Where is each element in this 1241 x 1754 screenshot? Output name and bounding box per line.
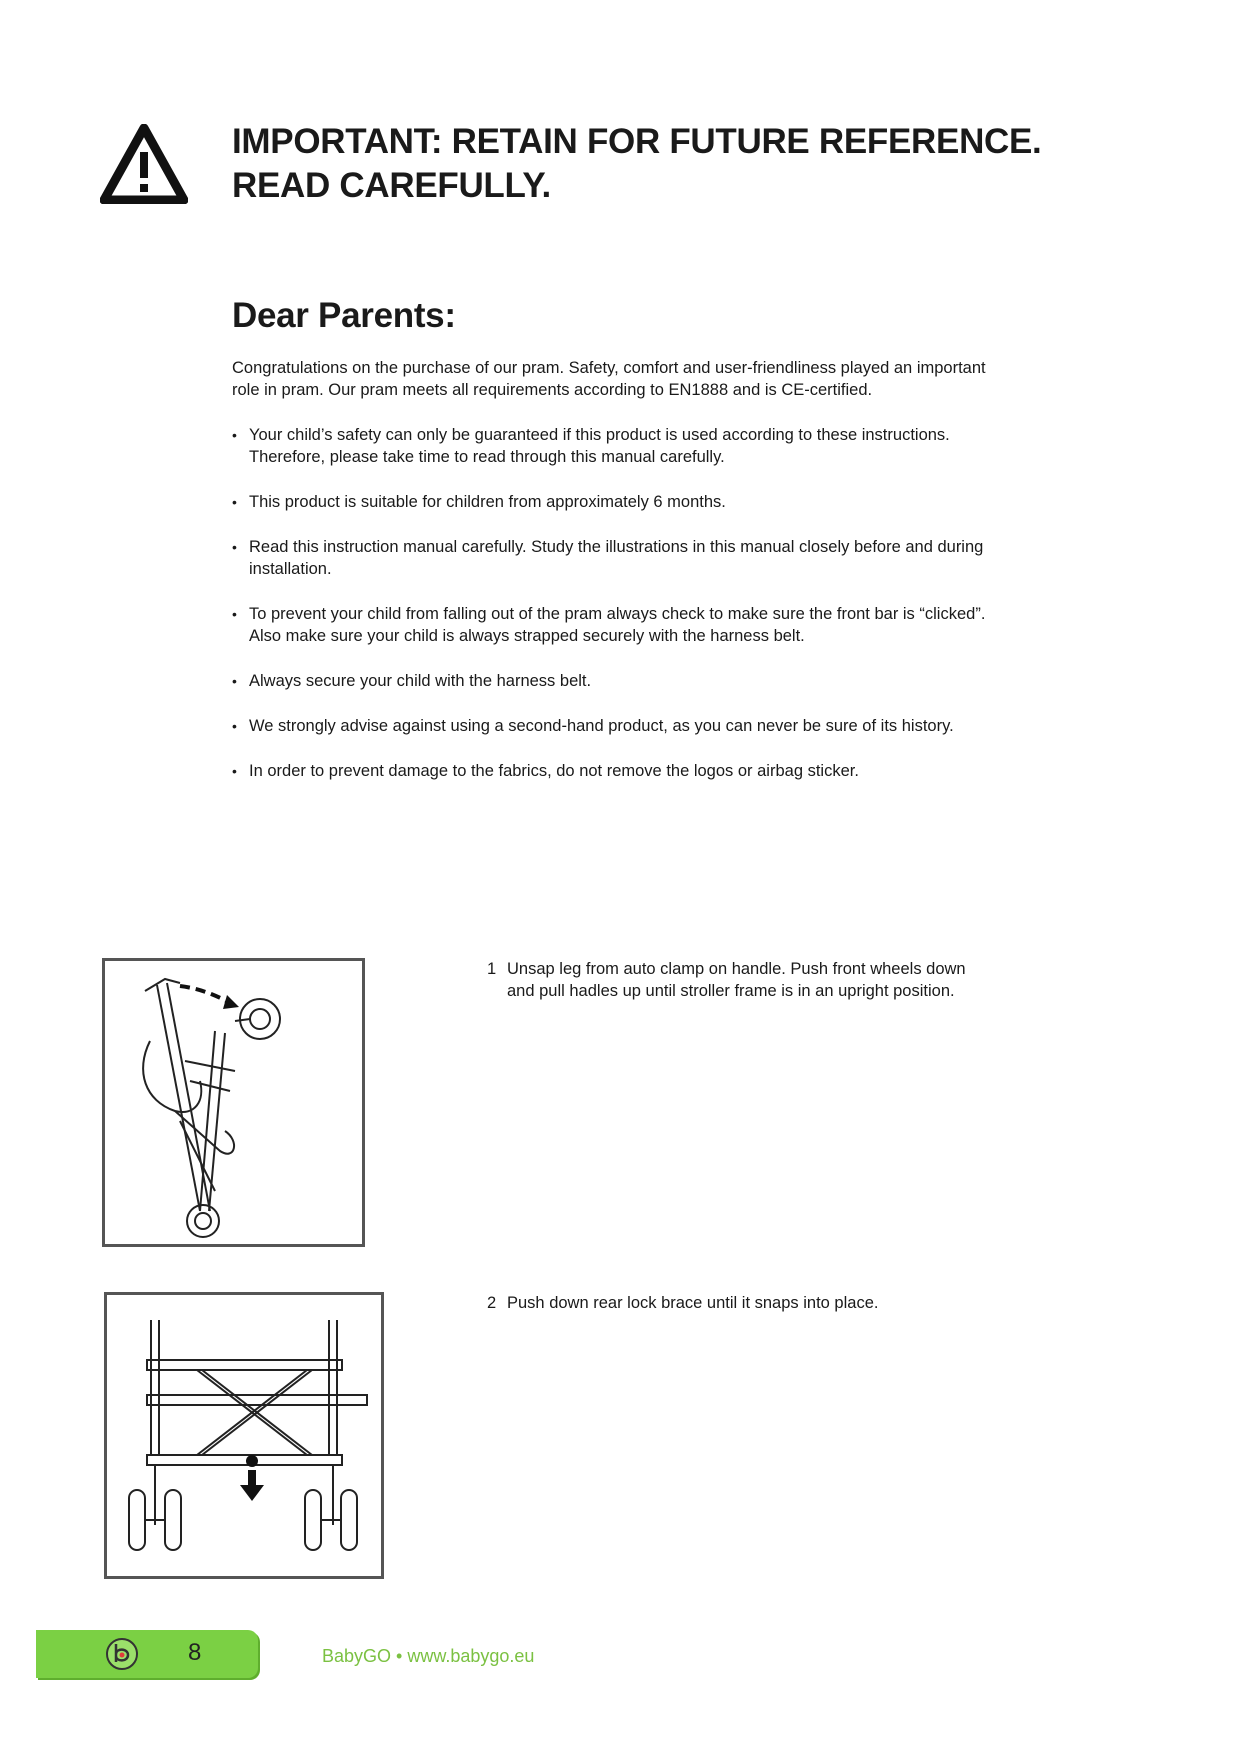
bullet-item: • This product is suitable for children from approximately 6 months. xyxy=(232,493,726,511)
heading-line-2: READ CAREFULLY. xyxy=(232,166,551,205)
bullet-text: Your child’s safety can only be guaranteed if this product is used according to these instructions. Therefore, please take time to read through this manual carefully. xyxy=(249,426,950,466)
bullet-text: In order to prevent damage to the fabrics, do not remove the logos or airbag sticker. xyxy=(249,762,859,780)
step-2 xyxy=(487,1292,1007,1314)
bullet-item: • In order to prevent damage to the fabrics, do not remove the logos or airbag sticker. xyxy=(232,762,859,780)
important-heading xyxy=(232,120,1132,208)
figure-folded-stroller xyxy=(102,958,365,1247)
bullet-text: To prevent your child from falling out of the pram always check to make sure the front bar is “clicked”. Also make sure your child is always strapped securely with the harness belt. xyxy=(249,605,986,645)
bullet-text: Always secure your child with the harness belt. xyxy=(249,672,592,690)
warning-triangle-icon xyxy=(100,124,188,204)
safety-bullet-list xyxy=(232,424,992,805)
bullet-item: • To prevent your child from falling out of the pram always check to make sure the front bar is “clicked”. Also make sure your child is always strapped securely with the harness belt. xyxy=(232,605,986,645)
footer-page-tab xyxy=(36,1630,258,1678)
figure-rear-lock-brace xyxy=(104,1292,384,1579)
greeting-title: Dear Parents: xyxy=(232,296,456,335)
intro-paragraph: Congratulations on the purchase of our pram. Safety, comfort and user-friendliness played an important role in pram. Our pram meets all requirements according to EN1888 and is CE-certified. xyxy=(232,359,986,399)
folded-stroller-illustration xyxy=(105,961,362,1244)
bullet-item: • Your child’s safety can only be guaranteed if this product is used according to these instructions. Therefore, please take time to read through this manual carefully. xyxy=(232,426,950,466)
step-number: 2 xyxy=(487,1294,497,1312)
step-1 xyxy=(487,958,1007,1002)
heading-line-1: IMPORTANT: RETAIN FOR FUTURE REFERENCE. xyxy=(232,122,1042,161)
bullet-text: Read this instruction manual carefully. Study the illustrations in this manual closely before and during installation. xyxy=(249,538,984,578)
rear-lock-brace-illustration xyxy=(107,1295,381,1576)
bullet-item: • Read this instruction manual carefully. Study the illustrations in this manual closely before and during installation. xyxy=(232,538,984,578)
step-text: Push down rear lock brace until it snaps into place. xyxy=(507,1294,879,1312)
footer-brand-text: BabyGO • www.babygo.eu xyxy=(322,1646,535,1666)
bullet-text: This product is suitable for children from approximately 6 months. xyxy=(249,493,726,511)
bullet-item: • Always secure your child with the harness belt. xyxy=(232,672,592,690)
bullet-item: • We strongly advise against using a second-hand product, as you can never be sure of its history. xyxy=(232,717,954,735)
babygo-logo-icon xyxy=(104,1636,140,1672)
step-number: 1 xyxy=(487,960,497,978)
page-number: 8 xyxy=(188,1639,202,1666)
step-text: Unsap leg from auto clamp on handle. Push front wheels down and pull hadles up until stroller frame is in an upright position. xyxy=(507,960,966,1000)
bullet-text: We strongly advise against using a second-hand product, as you can never be sure of its history. xyxy=(249,717,954,735)
